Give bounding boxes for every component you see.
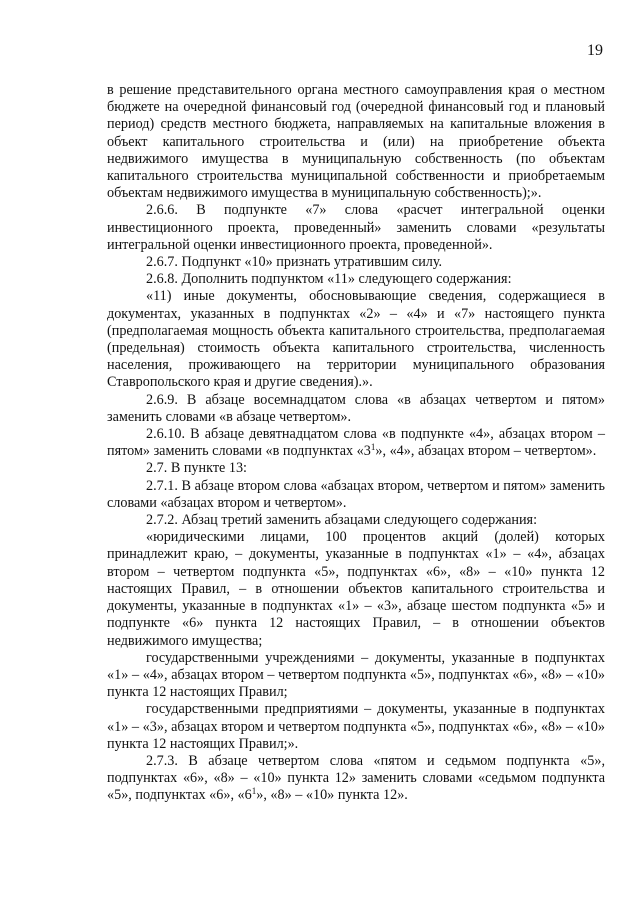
paragraph-2-7-2: 2.7.2. Абзац третий заменить абзацами следующего содержания:: [146, 512, 538, 529]
paragraph-2-7-3-text-after: », «8» – «10» пункта 12».: [256, 787, 408, 804]
paragraph-subitem-11: «11) иные документы, обосновывающие сведения, содержащиеся в документах, указанных в подпунктах «2» – «4» и «7» настоящего пункта (предполагаемая мощность объекта капитального строительства, предполагаемая (предельная) стоимость объекта капитального строительства, численность населения, проживающего на территории муниципального образования Ставропольского края и другие сведения).».: [107, 288, 605, 391]
paragraph-2-6-6: 2.6.6. В подпункте «7» слова «расчет интегральной оценки инвестиционного проекта, проведенный» заменить словами «результаты интегральной оценки инвестиционного проекта, проведенной».: [107, 202, 605, 253]
paragraph-2-7-3: [107, 753, 605, 805]
paragraph-2-6-10-superscript: 1: [370, 442, 376, 453]
paragraph-2-6-7: 2.6.7. Подпункт «10» признать утратившим силу.: [146, 254, 443, 271]
paragraph-1: в решение представительного органа местного самоуправления края о местном бюджете на очередной финансовый год (очередной финансовый год и плановый период) средств местного бюджета, направляемых на капитальные вложения в объект капитального строительства и (или) на приобретение объекта недвижимого имущества в муниципальную собственность (по объектам капитального строительства муниципальной собственности и приобретаемым объектам недвижимого имущества в муниципальную собственность);».: [107, 82, 605, 202]
paragraph-2-6-10-text-after: », «4», абзацах втором – четвертом».: [375, 443, 597, 460]
paragraph-2-7-1: 2.7.1. В абзаце втором слова «абзацах втором, четвертом и пятом» заменить словами «абзацах втором и четвертом».: [107, 477, 605, 511]
document-body: [107, 82, 605, 805]
paragraph-state-enterprises: государственными предприятиями – документы, указанные в подпунктах «1» – «3», абзацах втором и четвертом подпункта «5», подпунктах «6», «8» – «10» пункта 12 настоящих Правил;».: [107, 701, 605, 752]
paragraph-state-institutions: государственными учреждениями – документы, указанные в подпунктах «1» – «4», абзацах втором – четвертом подпункта «5», подпунктах «6», «8» – «10» пункта 12 настоящих Правил;: [107, 649, 605, 701]
paragraph-2-6-10: [107, 426, 605, 460]
paragraph-legal-entities: «юридическими лицами, 100 процентов акций (долей) которых принадлежит краю, – документы, указанные в подпунктах «1» – «4», абзацах втором – четвертом подпункта «5», подпунктах «6», «8» – «10» пункта 12 настоящих Правил, – в отношении объектов капитального строительства и документы, указанные в подпунктах «1» – «3», абзаце шестом подпункта «5» и подпункте «6» пункта 12 настоящих Правил, – в отношении объектов недвижимого имущества;: [107, 529, 605, 649]
paragraph-2-7-3-text-before: 2.7.3. В абзаце четвертом слова «пятом и седьмом подпункта «5», подпунктах «6», «8» – «10» пункта 12» заменить словами «седьмом подпункта «5», подпунктах «6», «6: [107, 752, 605, 804]
page-number: 19: [587, 42, 603, 59]
paragraph-2-6-10-text-before: 2.6.10. В абзаце девятнадцатом слова «в подпункте «4», абзацах втором – пятом» заменить словами «в подпунктах «3: [107, 426, 605, 460]
paragraph-2-7-3-superscript: 1: [251, 786, 257, 797]
paragraph-2-6-8: 2.6.8. Дополнить подпунктом «11» следующего содержания:: [146, 271, 512, 288]
paragraph-2-7: 2.7. В пункте 13:: [146, 460, 247, 477]
paragraph-2-6-9: 2.6.9. В абзаце восемнадцатом слова «в абзацах четвертом и пятом» заменить словами «в абзаце четвертом».: [107, 391, 605, 425]
